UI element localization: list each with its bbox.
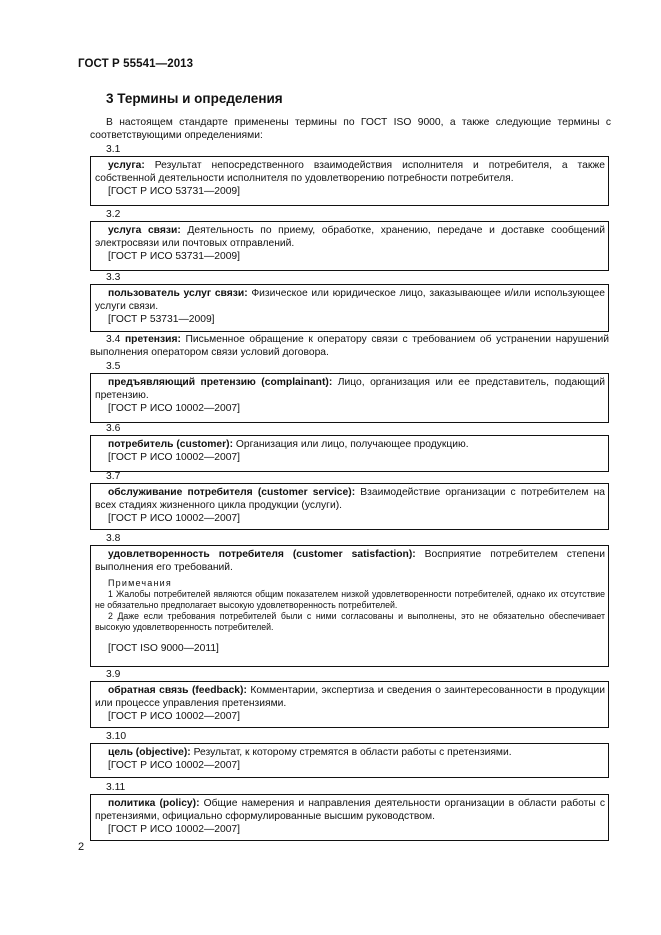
- term-reference: [ГОСТ Р ИСО 10002—2007]: [108, 711, 241, 722]
- term-number: 3.3: [106, 272, 121, 283]
- term-definition: предъявляющий претензию (complainant): Лицо, организация или ее представитель, подающий претензию.: [95, 377, 605, 401]
- term-definition: удовлетворенность потребителя (customer satisfaction): Восприятие потребителем степени выполнения его требований.: [95, 549, 605, 573]
- intro-text: В настоящем стандарте применены термины по ГОСТ ISO 9000, а также следующие термины с соответствующими определениями:: [90, 117, 611, 141]
- term-reference: [ГОСТ Р ИСО 53731—2009]: [108, 251, 241, 262]
- term-reference: [ГОСТ Р 53731—2009]: [108, 314, 215, 325]
- term-definition: цель (objective): Результат, к которому стремятся в области работы с претензиями.: [108, 747, 512, 758]
- term-name: претензия:: [124, 334, 181, 345]
- term-definition: пользователь услуг связи: Физическое или юридическое лицо, заказывающее и/или использующее услуги связи.: [95, 288, 606, 312]
- term-definition: обслуживание потребителя (customer service): Взаимодействие организации с потребителем на всех стадиях жизненного цикла продукции (услуги).: [95, 487, 605, 511]
- note-item: 1 Жалобы потребителей являются общим показателем низкой удовлетворенности потребителей, однако их отсутствие не обязательно предполагает высокую удовлетворенность потребителей.: [95, 589, 605, 610]
- term-reference: [ГОСТ Р ИСО 10002—2007]: [108, 452, 241, 463]
- term-reference: [ГОСТ ISO 9000—2011]: [108, 643, 219, 654]
- term-number: 3.4: [106, 334, 121, 345]
- term-entry: [90, 435, 609, 472]
- term-entry: [90, 483, 609, 530]
- term-definition: потребитель (customer): Организация или лицо, получающее продукцию.: [108, 439, 469, 450]
- term-entry: [90, 681, 609, 728]
- term-number: 3.5: [106, 361, 121, 372]
- term-entry: [90, 545, 609, 667]
- term-reference: [ГОСТ Р ИСО 10002—2007]: [108, 760, 241, 771]
- term-definition: обратная связь (feedback): Комментарии, экспертиза и сведения о заинтересованности в продукции или процессе управления претензиями.: [95, 685, 605, 709]
- term-reference: [ГОСТ Р ИСО 10002—2007]: [108, 403, 241, 414]
- term-number: 3.6: [106, 423, 121, 434]
- term-reference: [ГОСТ Р ИСО 10002—2007]: [108, 824, 241, 835]
- term-entry: [90, 743, 609, 778]
- term-definition: политика (policy): Общие намерения и направления деятельности организации в области работы с претензиями, официально сформулированные высшим руководством.: [95, 798, 605, 822]
- term-number: 3.1: [106, 144, 121, 155]
- page-number: 2: [78, 841, 85, 853]
- section-title: 3 Термины и определения: [106, 91, 283, 106]
- term-number: 3.7: [106, 471, 121, 482]
- term-entry: [90, 156, 609, 206]
- term-name: политика (policy):: [108, 798, 200, 809]
- term-name: обслуживание потребителя (customer service):: [108, 487, 356, 498]
- term-reference: [ГОСТ Р ИСО 10002—2007]: [108, 513, 241, 524]
- term-entry: [90, 794, 609, 841]
- term-name: удовлетворенность потребителя (customer satisfaction):: [108, 549, 416, 560]
- term-number: 3.11: [106, 782, 126, 793]
- term-name: услуга:: [108, 160, 145, 171]
- term-notes: [95, 578, 605, 633]
- term-name: цель (objective):: [108, 747, 191, 758]
- term-definition: услуга связи: Деятельность по приему, обработке, хранению, передаче и доставке сообщений электросвязи или почтовых отправлений.: [95, 225, 605, 249]
- term-definition: услуга: Результат непосредственного взаимодействия исполнителя и потребителя, а также собственной деятельности исполнителя по удовлетворению потребности потребителя.: [95, 160, 605, 184]
- term-number: 3.8: [106, 533, 121, 544]
- term-definition: 3.4 претензия: Письменное обращение к оператору связи с требованием об устранении нарушений выполнения оператором связи условий договора.: [90, 334, 609, 358]
- term-reference: [ГОСТ Р ИСО 53731—2009]: [108, 186, 241, 197]
- term-name: предъявляющий претензию (complainant):: [108, 377, 333, 388]
- term-name: услуга связи:: [108, 225, 181, 236]
- notes-title: Примечания: [108, 578, 172, 588]
- term-entry: [90, 373, 609, 423]
- term-number: 3.2: [106, 209, 121, 220]
- term-name: потребитель (customer):: [108, 439, 234, 450]
- term-entry: [90, 284, 609, 332]
- term-number: 3.10: [106, 731, 127, 742]
- term-number: 3.9: [106, 669, 121, 680]
- note-item: 2 Даже если требования потребителей были с ними согласованы и выполнены, это не обязательно обеспечивает высокую удовлетворенность потребителей.: [95, 611, 605, 632]
- term-entry: [90, 221, 609, 271]
- term-entry-plain: [90, 333, 609, 359]
- document-header: ГОСТ Р 55541—2013: [78, 58, 194, 70]
- term-name: пользователь услуг связи:: [108, 288, 248, 299]
- term-name: обратная связь (feedback):: [108, 685, 247, 696]
- intro-paragraph: [90, 116, 611, 142]
